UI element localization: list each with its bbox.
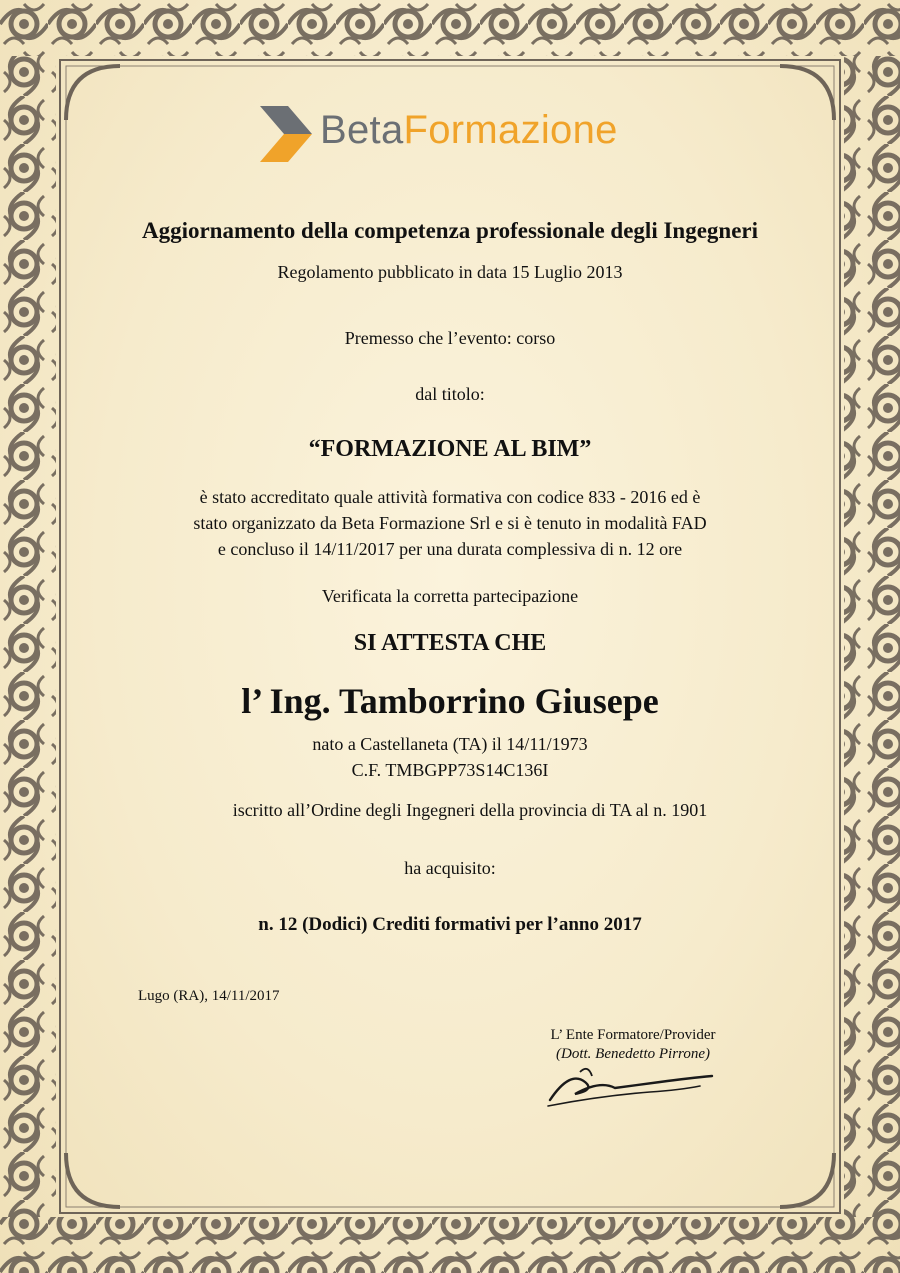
accreditation-paragraph [0,484,900,562]
signature-image [540,1060,720,1110]
beta-formazione-logo [258,104,658,166]
logo-arrow-icon [258,104,316,164]
course-title: “FORMAZIONE AL BIM” [308,436,592,462]
body-line: e concluso il 14/11/2017 per una durata complessiva di n. 12 ore [217,539,683,559]
logo-beta-text: Beta [320,108,404,152]
body-line: è stato accreditato quale attività formativa con codice 833 - 2016 ed è [199,487,701,507]
certificate-heading: Aggiornamento della competenza professionale degli Ingegneri [141,218,759,243]
logo-wordmark [320,108,618,153]
birth-info: nato a Castellaneta (TA) il 14/11/1973 [312,734,588,754]
acquisito-line: ha acquisito: [404,858,496,878]
provider-block [528,1026,738,1064]
titolo-label: dal titolo: [415,384,485,404]
registration-info: iscritto all’Ordine degli Ingegneri della provincia di TA al n. 1901 [232,800,708,820]
premesso-line: Premesso che l’evento: corso [344,328,556,348]
body-line: stato organizzato da Beta Formazione Srl e si è tenuto in modalità FAD [193,513,707,533]
fiscal-code: C.F. TMBGPP73S14C136I [351,760,549,780]
provider-name: (Dott. Benedetto Pirrone) [556,1046,710,1062]
logo-formazione-text: Formazione [403,108,618,152]
issue-date: Lugo (RA), 14/11/2017 [138,988,280,1004]
credits-line: n. 12 (Dodici) Crediti formativi per l’anno 2017 [258,914,642,935]
verificata-line: Verificata la corretta partecipazione [321,586,579,606]
recipient-name: l’ Ing. Tamborrino Giusepe [241,681,659,721]
regolamento-line: Regolamento pubblicato in data 15 Luglio 2013 [277,262,623,282]
provider-label: L’ Ente Formatore/Provider [550,1027,716,1043]
attesta-heading: SI ATTESTA CHE [353,630,547,656]
